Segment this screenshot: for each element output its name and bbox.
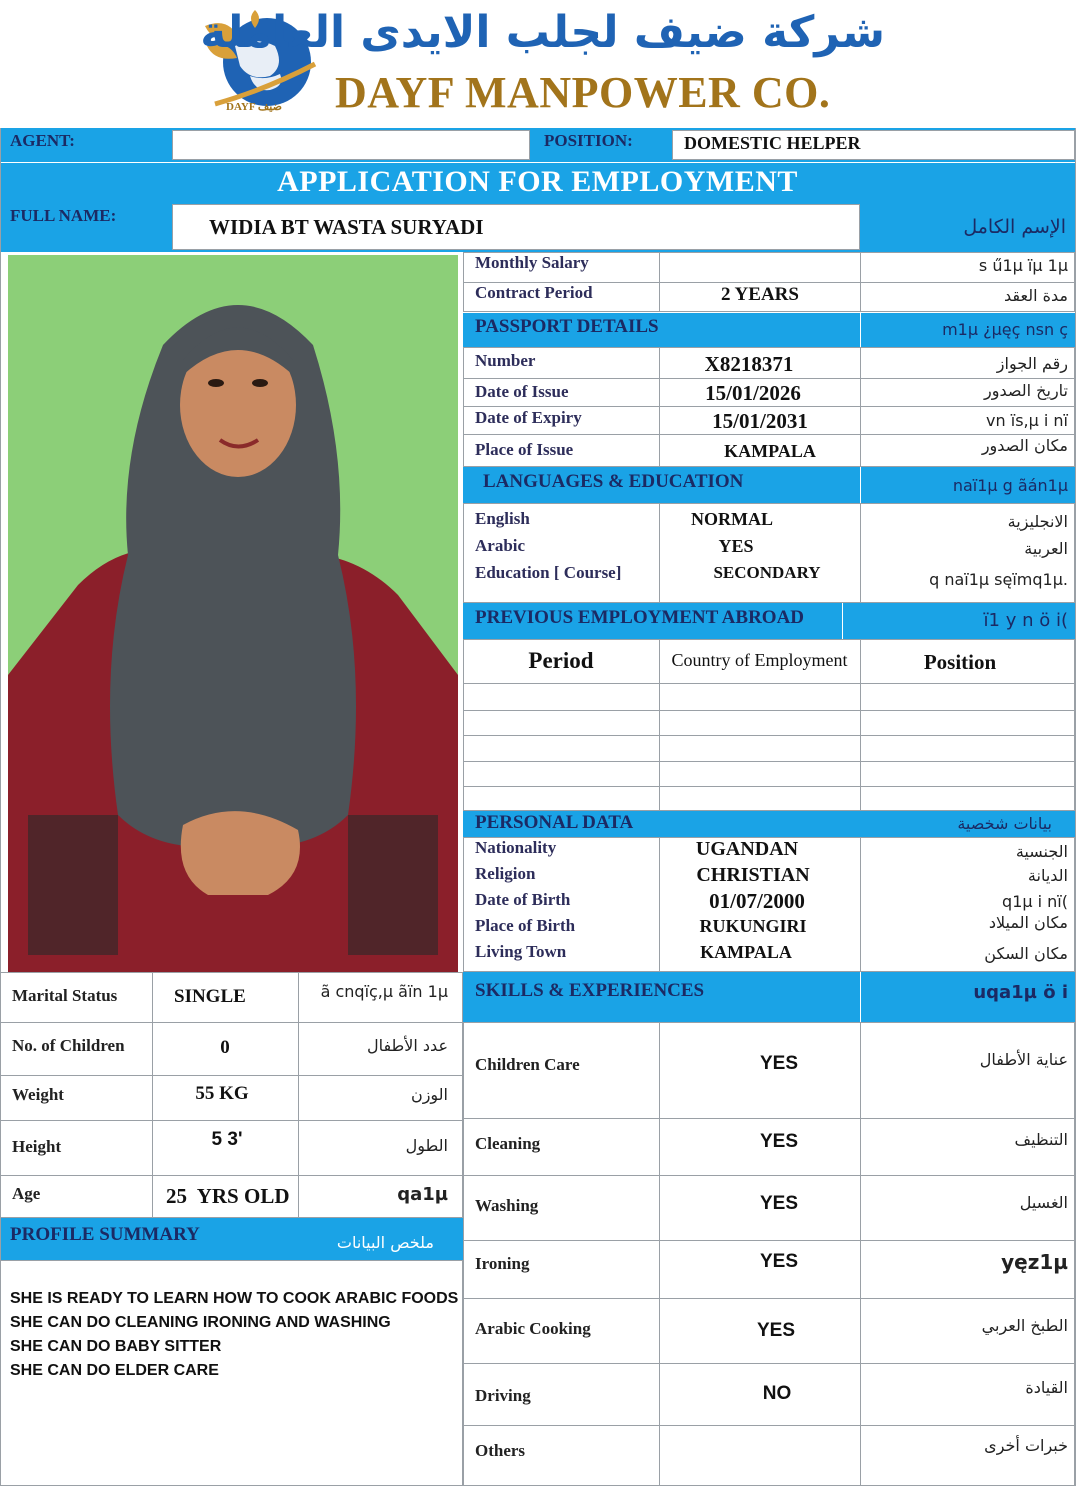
- cleaning-label: Cleaning: [475, 1134, 541, 1153]
- arabic-cooking-value: YES: [756, 1320, 796, 1341]
- form-title-bar: [0, 162, 1075, 202]
- position-label: POSITION:: [544, 131, 633, 150]
- washing-label-arabic: الغسيل: [1019, 1193, 1068, 1212]
- issue-date-label-arabic: تاريخ الصدور: [984, 381, 1068, 400]
- profile-line: SHE CAN DO CLEANING IRONING AND WASHING: [10, 1314, 391, 1331]
- nationality-label: Nationality: [475, 838, 557, 857]
- children-value: 0: [220, 1037, 230, 1058]
- period-column-header: Period: [528, 648, 594, 673]
- arabic-label-arabic: العربية: [1024, 539, 1068, 558]
- living-town-value: KAMPALA: [700, 942, 792, 962]
- languages-title: LANGUAGES & EDUCATION: [483, 471, 744, 492]
- profile-line: SHE CAN DO ELDER CARE: [10, 1362, 219, 1379]
- education-label-arabic: .q naï1µ sęïmq1µ: [929, 570, 1068, 589]
- education-value: SECONDARY: [713, 563, 821, 582]
- country-column-header: Country of Employment: [671, 650, 848, 670]
- profile-summary-title-arabic: ملخص البيانات: [336, 1233, 434, 1252]
- birth-place-label-arabic: مكان الميلاد: [988, 913, 1068, 932]
- age-label: Age: [12, 1184, 41, 1203]
- washing-label: Washing: [475, 1196, 539, 1215]
- birth-date-label-arabic: )q1µ i nï: [1002, 892, 1068, 911]
- marital-status-value: SINGLE: [174, 986, 246, 1007]
- weight-value: 55 KG: [195, 1083, 249, 1104]
- english-label: English: [475, 509, 530, 528]
- weight-label: Weight: [12, 1085, 64, 1104]
- passport-number-value: X8218371: [704, 352, 794, 376]
- others-label: Others: [475, 1441, 526, 1460]
- letterhead: [0, 0, 1082, 128]
- passport-title: PASSPORT DETAILS: [475, 316, 659, 337]
- driving-label: Driving: [475, 1386, 531, 1405]
- issue-date-value: 15/01/2026: [705, 381, 801, 405]
- cleaning-label-arabic: التنظيف: [1014, 1130, 1068, 1149]
- contract-period-label-arabic: مدة العقد: [1004, 286, 1068, 305]
- agent-field[interactable]: [172, 130, 530, 160]
- religion-label: Religion: [475, 864, 536, 883]
- previous-employment-title-arabic: )ï1 y n ö i: [983, 610, 1068, 631]
- others-label-arabic: خبرات أخرى: [984, 1436, 1068, 1455]
- contract-period-label: Contract Period: [475, 283, 593, 302]
- fullname-field[interactable]: WIDIA BT WASTA SURYADI: [172, 204, 860, 250]
- skills-title: SKILLS & EXPERIENCES: [475, 980, 705, 1001]
- arabic-label: Arabic: [475, 536, 526, 555]
- birth-date-value: 01/07/2000: [709, 889, 805, 913]
- logo-caption: DAYF ضيف: [226, 101, 282, 113]
- arabic-value: YES: [718, 536, 754, 556]
- arabic-cooking-label: Arabic Cooking: [475, 1319, 591, 1338]
- expiry-date-value: 15/01/2031: [712, 409, 808, 433]
- children-care-label-arabic: عناية الأطفال: [979, 1050, 1068, 1069]
- position-column-header: Position: [923, 650, 997, 674]
- age-value: 25 YRS OLD: [166, 1184, 290, 1208]
- arabic-cooking-label-arabic: الطبخ العربي: [981, 1316, 1068, 1335]
- salary-label: Monthly Salary: [475, 253, 589, 272]
- marital-status-label-arabic: ã cnqïç,µ ãïn 1µ: [320, 982, 448, 1001]
- children-care-value: YES: [759, 1053, 799, 1074]
- ironing-value: YES: [759, 1251, 799, 1272]
- nationality-value: UGANDAN: [695, 838, 799, 860]
- driving-label-arabic: القيادة: [1025, 1378, 1068, 1397]
- issue-place-value: KAMPALA: [724, 441, 816, 461]
- fullname-label: FULL NAME:: [10, 206, 117, 225]
- birth-place-label: Place of Birth: [475, 916, 576, 935]
- children-label: No. of Children: [12, 1036, 125, 1055]
- personal-data-title: PERSONAL DATA: [475, 812, 634, 833]
- weight-label-arabic: الوزن: [410, 1085, 448, 1104]
- languages-title-arabic: naï1µ g ãán1µ: [952, 476, 1068, 495]
- profile-summary-title: PROFILE SUMMARY: [10, 1224, 200, 1245]
- personal-data-title-arabic: بيانات شخصية: [957, 814, 1052, 833]
- english-value: NORMAL: [691, 509, 773, 529]
- previous-employment-title: PREVIOUS EMPLOYMENT ABROAD: [475, 607, 805, 628]
- birth-place-value: RUKUNGIRI: [699, 916, 807, 936]
- form-title: APPLICATION FOR EMPLOYMENT: [277, 165, 798, 198]
- passport-title-arabic: m1µ ¿µęç nsn ç: [942, 320, 1068, 339]
- birth-date-label: Date of Birth: [475, 890, 571, 909]
- issue-date-label: Date of Issue: [475, 382, 569, 401]
- company-name-arabic: شركة ضيف لجلب الايدى العاملة: [200, 7, 885, 58]
- passport-number-label-arabic: رقم الجواز: [996, 354, 1068, 373]
- salary-label-arabic: s ű1µ ïµ 1µ: [978, 256, 1068, 275]
- issue-place-label-arabic: مكان الصدور: [981, 436, 1068, 455]
- expiry-date-label: Date of Expiry: [475, 408, 582, 427]
- ironing-label-arabic: yęz1µ: [1001, 1250, 1068, 1274]
- expiry-date-label-arabic: vn ïs,µ i nï: [986, 411, 1068, 430]
- passport-number-label: Number: [475, 351, 536, 370]
- marital-status-label: Marital Status: [12, 986, 118, 1005]
- education-label: Education [ Course]: [475, 563, 622, 582]
- height-label: Height: [12, 1137, 62, 1156]
- living-town-label: Living Town: [475, 942, 567, 961]
- contract-period-value: 2 YEARS: [721, 284, 799, 305]
- agent-label: AGENT:: [10, 131, 75, 150]
- age-label-arabic: qa1µ: [397, 1184, 448, 1205]
- position-field[interactable]: DOMESTIC HELPER: [672, 130, 1075, 160]
- nationality-label-arabic: الجنسية: [1015, 842, 1068, 861]
- english-label-arabic: الانجليزية: [1007, 512, 1068, 531]
- living-town-label-arabic: مكان السكن: [984, 944, 1068, 963]
- religion-label-arabic: الديانة: [1027, 866, 1068, 885]
- applicant-photo: [8, 255, 458, 972]
- cleaning-value: YES: [759, 1131, 799, 1152]
- ironing-label: Ironing: [475, 1254, 530, 1273]
- issue-place-label: Place of Issue: [475, 440, 574, 459]
- children-care-label: Children Care: [475, 1055, 580, 1074]
- driving-value: NO: [762, 1383, 792, 1404]
- children-label-arabic: عدد الأطفال: [366, 1036, 448, 1055]
- height-value: 5 3': [211, 1129, 243, 1150]
- skills-title-arabic: uqa1µ ö i: [973, 982, 1068, 1003]
- washing-value: YES: [759, 1193, 799, 1214]
- company-name-english: DAYF MANPOWER CO.: [335, 68, 831, 117]
- fullname-label-arabic: الإسم الكامل: [963, 216, 1066, 238]
- height-label-arabic: الطول: [405, 1136, 448, 1155]
- profile-line: SHE CAN DO BABY SITTER: [10, 1338, 222, 1355]
- profile-line: SHE IS READY TO LEARN HOW TO COOK ARABIC FOODS: [10, 1290, 459, 1307]
- religion-value: CHRISTIAN: [696, 864, 810, 886]
